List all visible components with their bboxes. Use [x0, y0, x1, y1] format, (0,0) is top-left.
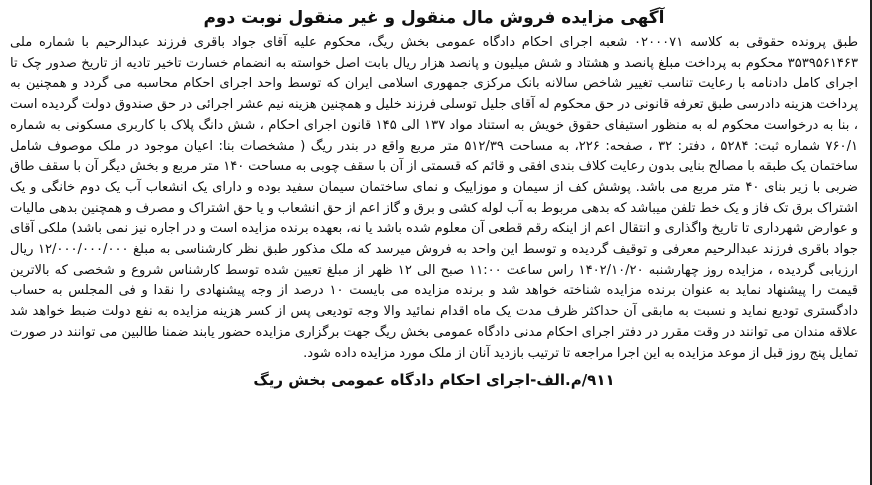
notice-body: طبق پرونده حقوقی به کلاسه ۰۲۰۰۰۷۱ شعبه اجرای احکام دادگاه عمومی بخش ریگ، محکوم علیه آقای جواد باقری فرزند عبدالرحیم با شماره ملی ۳۵۳۹۵۶۱۴۶۳ محکوم به پرداخت مبلغ پانصد و هشتاد و شش میلیون و پانصد هزار ریال بابت اصل خواسته به انضمام خسارت تاخیر تادیه از تاریخ صدور چک تا اجرای کامل دادنامه با رعایت تناسب تغییر شاخص سالانه بانک مرکزی جمهوری اسلامی ایران که توسط واحد اجرای احکام محاسبه می گردد و همچنین به پرداخت هزینه دادرسی طبق تعرفه قانونی در حق محکوم له آقای جلیل توسلی فرزند خلیل و همچنین هزینه نیم عشر اجرائی در حق صندوق دولت گردیده است ، بنا به درخواست محکوم له به منظور استیفای حقوق خویش به استناد مواد ۱۳۷ الی ۱۴۵ قانون اجرای احکام ، شش دانگ پلاک با کاربری مسکونی به شماره ۷۶۰/۱ شماره ثبت: ۵۲۸۴ ، دفتر: ۳۲ ، صفحه: ۲۲۶، به مساحت ۵۱۲/۳۹ متر مربع واقع در بندر ریگ ( مشخصات بنا: اعیان موجود در ملک موصوف شامل ساختمان یک طبقه با مصالح بنایی بدون رعایت کلاف بندی افقی و قائم که قسمتی از آن با سقف چوبی به مساحت ۱۴۰ متر مربع و بخش دیگر آن با سقف طاق ضربی با زیر بنای ۴۰ متر مربع می باشد. پوشش کف از سیمان و موزاییک و نمای ساختمان سیمان سفید بوده و دارای یک انشعاب آب یک دوم خانگی و یک اشتراک برق تک فاز و یک خط تلفن میباشد که بدهی مربوط به آب لوله کشی و برق و گاز اعم از حق انشعاب و یا حق اشتراک و مصرف و همچنین بدهی مالیات و عوارض شهرداری تا تاریخ واگذاری و انتقال اعم از اینکه رقم قطعی آن معلوم شده باشد یا نه، بعهده برنده مزایده است و در اجاره نیز نمی باشد) ملکی آقای جواد باقری فرزند عبدالرحیم معرفی و توقیف گردیده و توسط این واحد به فروش میرسد که ملک مذکور طبق نظر کارشناسی به مبلغ ۱۲/۰۰۰/۰۰۰/۰۰۰ ریال ارزیابی گردیده ، مزایده روز چهارشنبه ۱۴۰۲/۱۰/۲۰ راس ساعت ۱۱:۰۰ صبح الی ۱۲ ظهر از مبلغ تعیین شده توسط کارشناس شروع و شخصی که بالاترین قیمت را پیشنهاد نماید به عنوان برنده مزایده شناخته خواهد شد و برنده مزایده می بایست ۱۰ درصد از وجه پیشنهادی را نقدا و فی المجلس به حساب دادگستری تودیع نماید و نسبت به مابقی آن حداکثر ظرف مدت یک ماه اقدام نمائید والا وجه تودیعی پس از کسر هزینه مزایده به نفع دولت ضبط خواهد شد علاقه مندان می توانند در وقت مقرر در دفتر اجرای احکام مدنی دادگاه عمومی بخش ریگ جهت برگزاری مزایده حضور یابند ضمنا طالبین می توانند در صورت تمایل پنج روز قبل از موعد مزایده به این اجرا مراجعه تا ترتیب بازدید آنان از ملک مورد مزایده داده شود.	[10, 35, 859, 361]
notice-title: آگهی مزایده فروش مال منقول و غیر منقول نوبت دوم	[203, 8, 665, 28]
notice-footer: ۹۱۱/م.الف-اجرای احکام دادگاه عمومی بخش ریگ	[253, 371, 615, 390]
